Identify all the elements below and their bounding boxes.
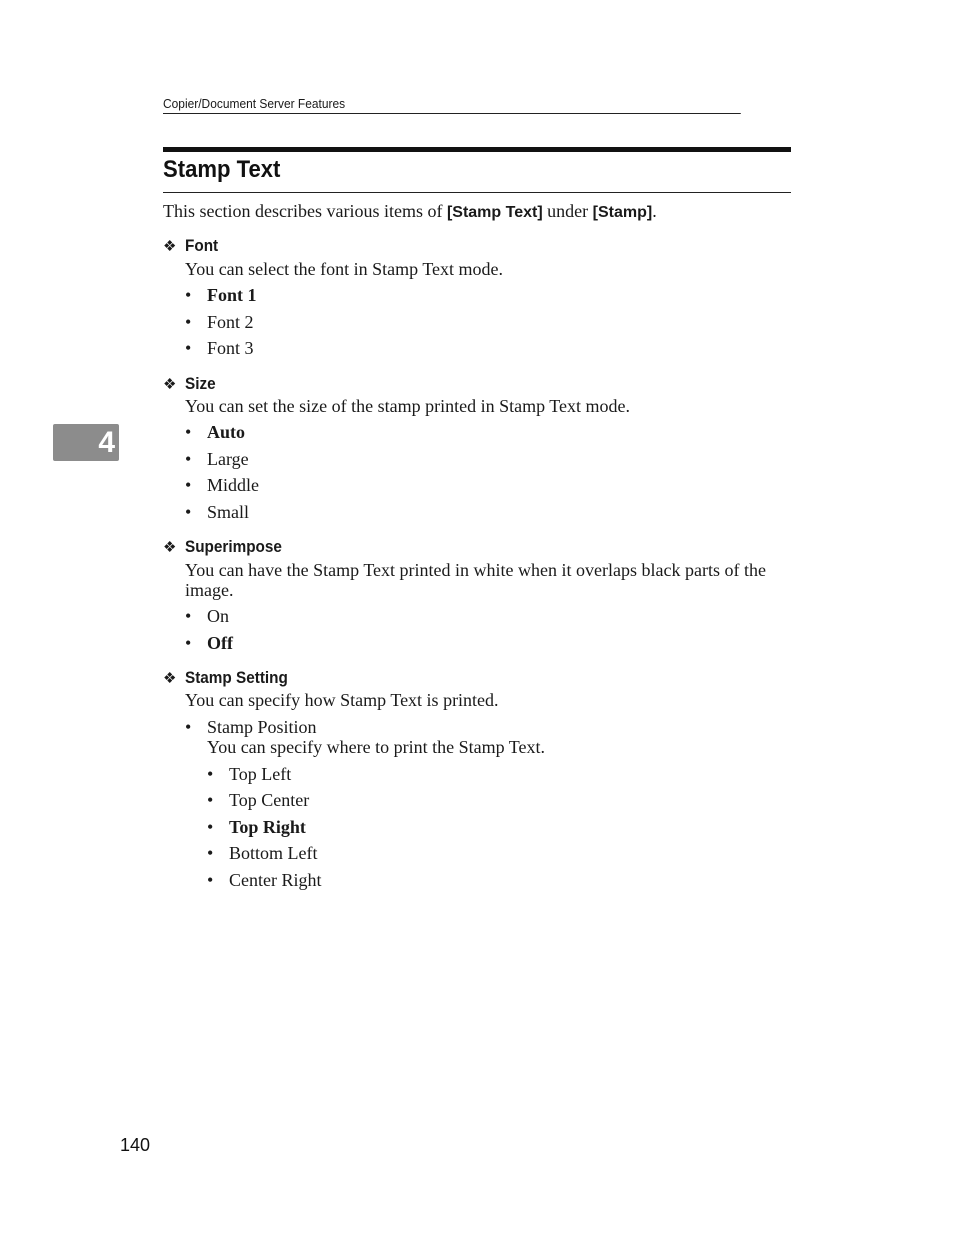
diamond-marker-icon: ❖ [163,376,177,393]
font-option-label: Font 2 [207,312,254,332]
list-item [207,843,318,863]
list-item [207,870,322,890]
diamond-marker-icon: ❖ [163,539,177,556]
list-item [185,606,229,626]
bullet-icon: • [207,870,214,890]
bullet-icon: • [207,843,214,863]
stamp-text-key-label: [Stamp Text] [446,204,543,221]
list-item [185,422,245,442]
bullet-icon: • [185,475,192,495]
superimpose-option-label: Off [207,633,233,653]
page-title: Stamp Text [163,156,281,183]
position-option-label: Top Right [229,817,306,837]
stamp-position-label: Stamp Position [207,717,317,737]
title-top-rule [163,147,791,152]
superimpose-heading [163,537,293,557]
stamp-setting-heading-label: Stamp Setting [185,668,288,687]
bullet-icon: • [185,717,192,737]
size-option-label: Middle [207,475,259,495]
list-item [207,817,306,837]
list-item [207,764,291,784]
list-item [185,475,259,495]
list-item [185,633,233,653]
running-header: Copier/Document Server Features [163,96,741,114]
chapter-tab [53,424,119,461]
bullet-icon: • [185,312,192,332]
stamp-setting-heading [163,668,299,688]
bullet-icon: • [185,422,192,442]
list-item [185,502,249,522]
size-option-label: Small [207,502,250,522]
size-option-label: Auto [207,422,246,442]
font-option-label: Font 3 [207,338,254,358]
bullet-icon: • [185,285,192,305]
superimpose-description: You can have the Stamp Text printed in white when it overlaps black parts of the image. [185,560,766,600]
font-heading [163,236,222,256]
size-option-label: Large [207,449,249,469]
list-item [185,449,249,469]
intro-paragraph [163,201,791,223]
size-heading [163,374,219,394]
intro-text-suffix: . [652,201,657,221]
list-item [185,285,257,305]
font-option-label: Font 1 [207,285,257,305]
list-item [185,717,317,737]
font-description: You can select the font in Stamp Text mode. [185,259,504,279]
bullet-icon: • [185,606,192,626]
size-heading-label: Size [185,374,216,393]
bullet-icon: • [185,338,192,358]
chapter-number: 4 [98,425,115,459]
list-item [207,790,309,810]
bullet-icon: • [185,633,192,653]
diamond-marker-icon: ❖ [163,670,177,687]
position-option-label: Center Right [229,870,322,890]
bullet-icon: • [207,817,214,837]
stamp-position-description: You can specify where to print the Stamp Text. [207,737,546,757]
list-item [185,338,254,358]
bullet-icon: • [207,764,214,784]
superimpose-option-label: On [207,606,229,626]
bullet-icon: • [207,790,214,810]
title-bottom-rule [163,192,791,193]
font-heading-label: Font [185,236,219,255]
position-option-label: Bottom Left [229,843,318,863]
size-description: You can set the size of the stamp printed in Stamp Text mode. [185,396,631,416]
stamp-key-label: [Stamp] [592,204,653,221]
bullet-icon: • [185,502,192,522]
list-item [185,312,254,332]
diamond-marker-icon: ❖ [163,238,177,255]
superimpose-heading-label: Superimpose [185,537,282,556]
bullet-icon: • [185,449,192,469]
stamp-setting-description: You can specify how Stamp Text is printed. [185,690,499,710]
intro-text-mid: under [542,201,593,221]
position-option-label: Top Center [229,790,310,810]
page-number: 140 [120,1135,151,1155]
intro-text-prefix: This section describes various items of [163,201,447,221]
position-option-label: Top Left [229,764,292,784]
